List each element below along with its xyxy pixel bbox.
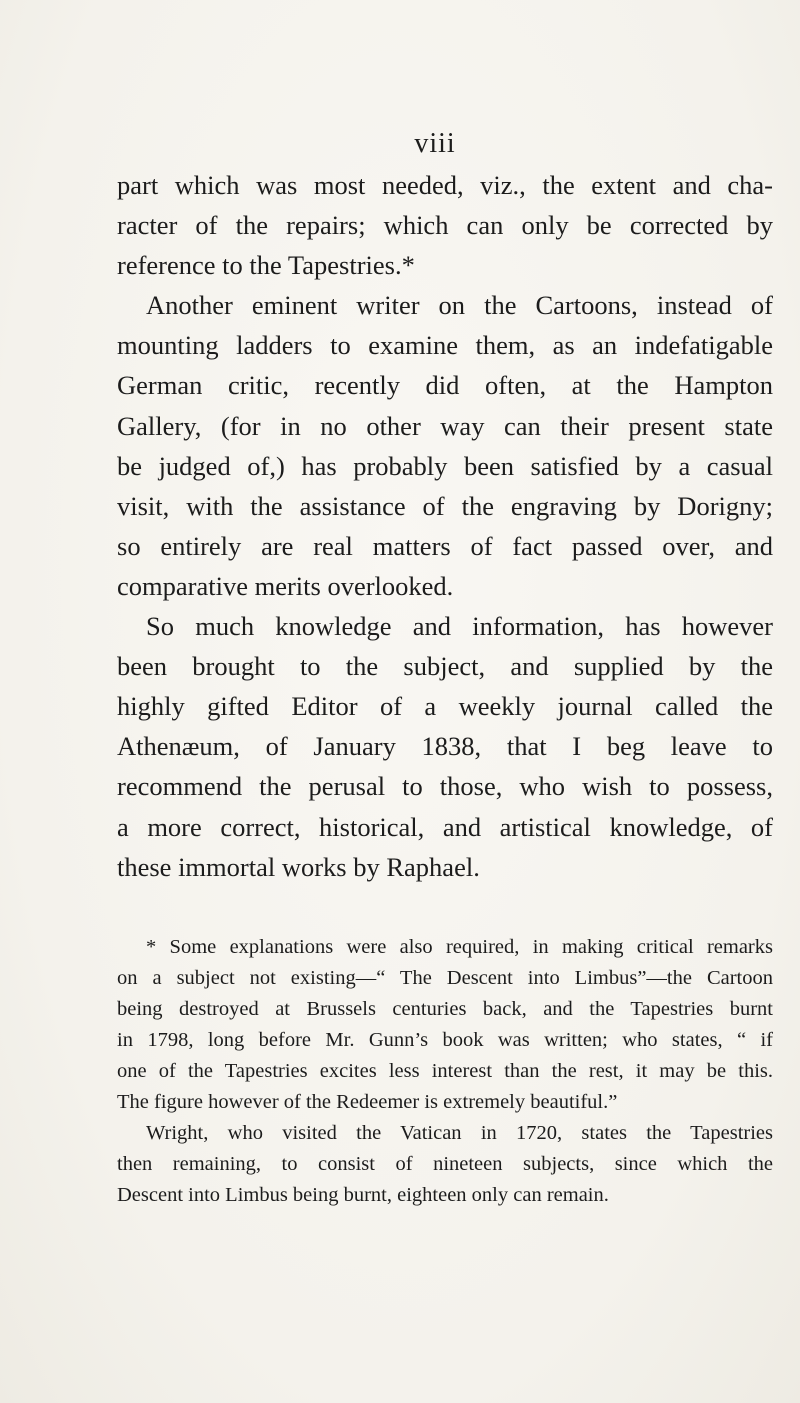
- text-line: Athenæum, of January 1838, that I beg leave to: [117, 731, 773, 762]
- paragraph-2: [117, 285, 773, 606]
- footnote-line: Wright, who visited the Vatican in 1720, states the Tapestries: [146, 1122, 773, 1144]
- footnote-line: then remaining, to consist of nineteen subjects, since which the: [117, 1153, 773, 1175]
- text-line: reference to the Tapestries.*: [117, 250, 415, 281]
- text-line: highly gifted Editor of a weekly journal called the: [117, 691, 773, 722]
- paragraph-1: [117, 165, 773, 285]
- text-line: racter of the repairs; which can only be corrected by: [117, 210, 773, 241]
- page-number: viii: [414, 128, 456, 159]
- footnote-2: [117, 1118, 773, 1211]
- text-line: been brought to the subject, and supplied by the: [117, 651, 773, 682]
- footnotes: [117, 932, 773, 1211]
- text-line: comparative merits overlooked.: [117, 570, 454, 601]
- text-line: German critic, recently did often, at the Hampton: [117, 370, 773, 401]
- footnote-line: in 1798, long before Mr. Gunn’s book was written; who states, “ if: [117, 1029, 773, 1051]
- paragraph-3: [117, 606, 773, 887]
- body-text: [117, 165, 773, 887]
- text-line: mounting ladders to examine them, as an indefatigable: [117, 330, 773, 361]
- footnote-1: [117, 932, 773, 1118]
- text-line: recommend the perusal to those, who wish to possess,: [117, 771, 773, 802]
- text-line: these immortal works by Raphael.: [117, 851, 480, 882]
- text-line: So much knowledge and information, has however: [146, 611, 773, 642]
- footnote-line: Descent into Limbus being burnt, eighteen only can remain.: [117, 1184, 609, 1206]
- text-line: so entirely are real matters of fact passed over, and: [117, 530, 773, 561]
- text-line: Another eminent writer on the Cartoons, instead of: [146, 290, 773, 321]
- footnote-line: being destroyed at Brussels centuries back, and the Tapestries burnt: [117, 998, 773, 1020]
- text-line: a more correct, historical, and artistical knowledge, of: [117, 811, 773, 842]
- footnote-line: one of the Tapestries excites less interest than the rest, it may be this.: [117, 1060, 773, 1082]
- footnote-line: The figure however of the Redeemer is extremely beautiful.”: [117, 1091, 618, 1113]
- footnote-line: * Some explanations were also required, in making critical remarks: [146, 936, 773, 958]
- text-line: Gallery, (for in no other way can their present state: [117, 410, 773, 441]
- text-line: visit, with the assistance of the engraving by Dorigny;: [117, 490, 773, 521]
- footnote-line: on a subject not existing—“ The Descent into Limbus”—the Cartoon: [117, 967, 773, 989]
- text-line: be judged of,) has probably been satisfied by a casual: [117, 450, 773, 481]
- text-line: part which was most needed, viz., the extent and cha-: [117, 170, 773, 200]
